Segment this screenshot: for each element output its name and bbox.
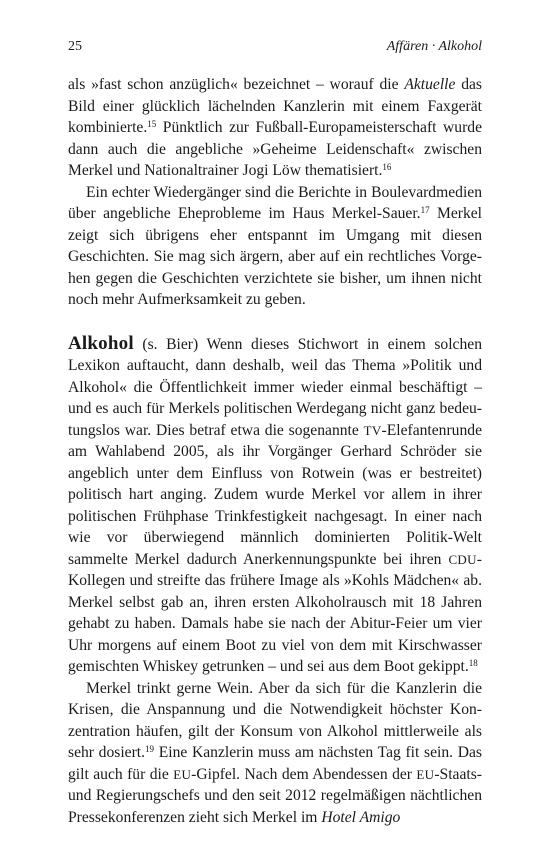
text-run: (s. Bier) Wenn dieses Stichwort in einem solchen Lexikon auftaucht, dann deshalb, weil das Thema »Politik und Alkohol« die Öffentlichkeit immer wieder einmal beschäftigt – und es auch für Merkels politischen Werdegang nicht ganz bedeutungslos war. Dies betraf etwa die sogenannte <box>68 335 482 439</box>
text-run: Pünktlich zur Fußball-Europameisterschaft wurde dann auch die angebliche »Geheime Leidenschaft« zwischen Merkel und Nationaltrainer Jogi Löw thematisiert. <box>68 119 482 179</box>
running-head: Affären · Alkohol <box>386 39 482 54</box>
text-run: -Staats- und Regierungschefs und den seit 2012 regelmäßigen nächtlichen Pressekonferenzen zieht sich Merkel im <box>68 765 482 826</box>
hotel-name: Hotel Amigo <box>321 808 401 826</box>
text-run: -Kollegen und streifte das frühere Image als »Kohls Mädchen« ab. Merkel selbst gab an, ihren ersten Alkoholrausch mit 18 Jahren gehabt zu haben. Damals habe sie nach der Abitur-Feier um vier Uhr morgens auf einem Boot zu viel von dem mit Kirschwasser gemischten Whiskey getrunken – und sei aus dem Boot gekippt. <box>68 550 482 675</box>
paragraph-eheprobleme <box>68 182 482 311</box>
text-run: Merkel zeigt sich übrigens eher entspannt im Umgang mit diesen Geschichten. Sie mag sich ärgern, aber auf ein rechtliches Vorgehen gegen die Geschichten verzichtete sie bisher, um ihnen nicht noch mehr Aufmerksamkeit zu geben. <box>68 205 482 308</box>
text-run: Eine Kanzlerin muss am nächsten Tag fit sein. Das gilt auch für die <box>68 744 482 783</box>
footnote-ref-15: 15 <box>147 119 157 129</box>
page-header <box>68 38 482 56</box>
text-run: als »fast schon anzüglich« bezeichnet – worauf die <box>68 76 405 93</box>
paragraph-faxgeraet <box>68 74 482 182</box>
text-run: -Gipfel. Nach dem Abendessen der <box>191 765 417 783</box>
footnote-ref-16: 16 <box>382 162 392 172</box>
lexicon-entry-alkohol <box>68 333 482 678</box>
abbreviation: CDU <box>448 551 477 567</box>
footnote-ref-18: 18 <box>468 658 478 668</box>
body-text <box>68 74 482 828</box>
text-run: Ein echter Wiedergänger sind die Berichte in Boulevardmedien über angebliche Eheprobleme im Haus Merkel-Sauer. <box>68 183 482 222</box>
paragraph-wein <box>68 678 482 829</box>
abbreviation: EU <box>416 766 435 782</box>
text-run: Merkel trinkt gerne Wein. Aber da sich für die Kanzlerin die Krisen, die Anspannung und die Notwendigkeit höchster Konzentration häufen, gilt der Konsum von Alkohol mittlerweile als sehr dosiert. <box>68 679 482 761</box>
abbreviation: EU <box>173 766 192 782</box>
entry-term: Alkohol <box>68 332 134 354</box>
abbreviation: TV <box>363 422 382 438</box>
magazine-title: Aktuelle <box>404 76 456 93</box>
footnote-ref-17: 17 <box>420 205 430 215</box>
text-run: das Bild einer glücklich lächelnden Kanzlerin mit einem Faxgerät kombinierte. <box>68 76 482 136</box>
page-number: 25 <box>68 39 82 54</box>
text-run: -Elefantenrunde am Wahlabend 2005, als ihr Vorgänger Gerhard Schröder sie angeblich unter dem Einfluss von Rotwein (was er bestreitet) politisch hart anging. Zudem wurde Merkel vor allem in ihrer politischen Frühphase Trinkfestigkeit nachgesagt. In einer nach wie vor überwiegend männlich dominierten Politik-Welt sammelte Merkel dadurch Anerkennungspunkte bei ihren <box>68 421 482 568</box>
footnote-ref-19: 19 <box>145 744 155 754</box>
